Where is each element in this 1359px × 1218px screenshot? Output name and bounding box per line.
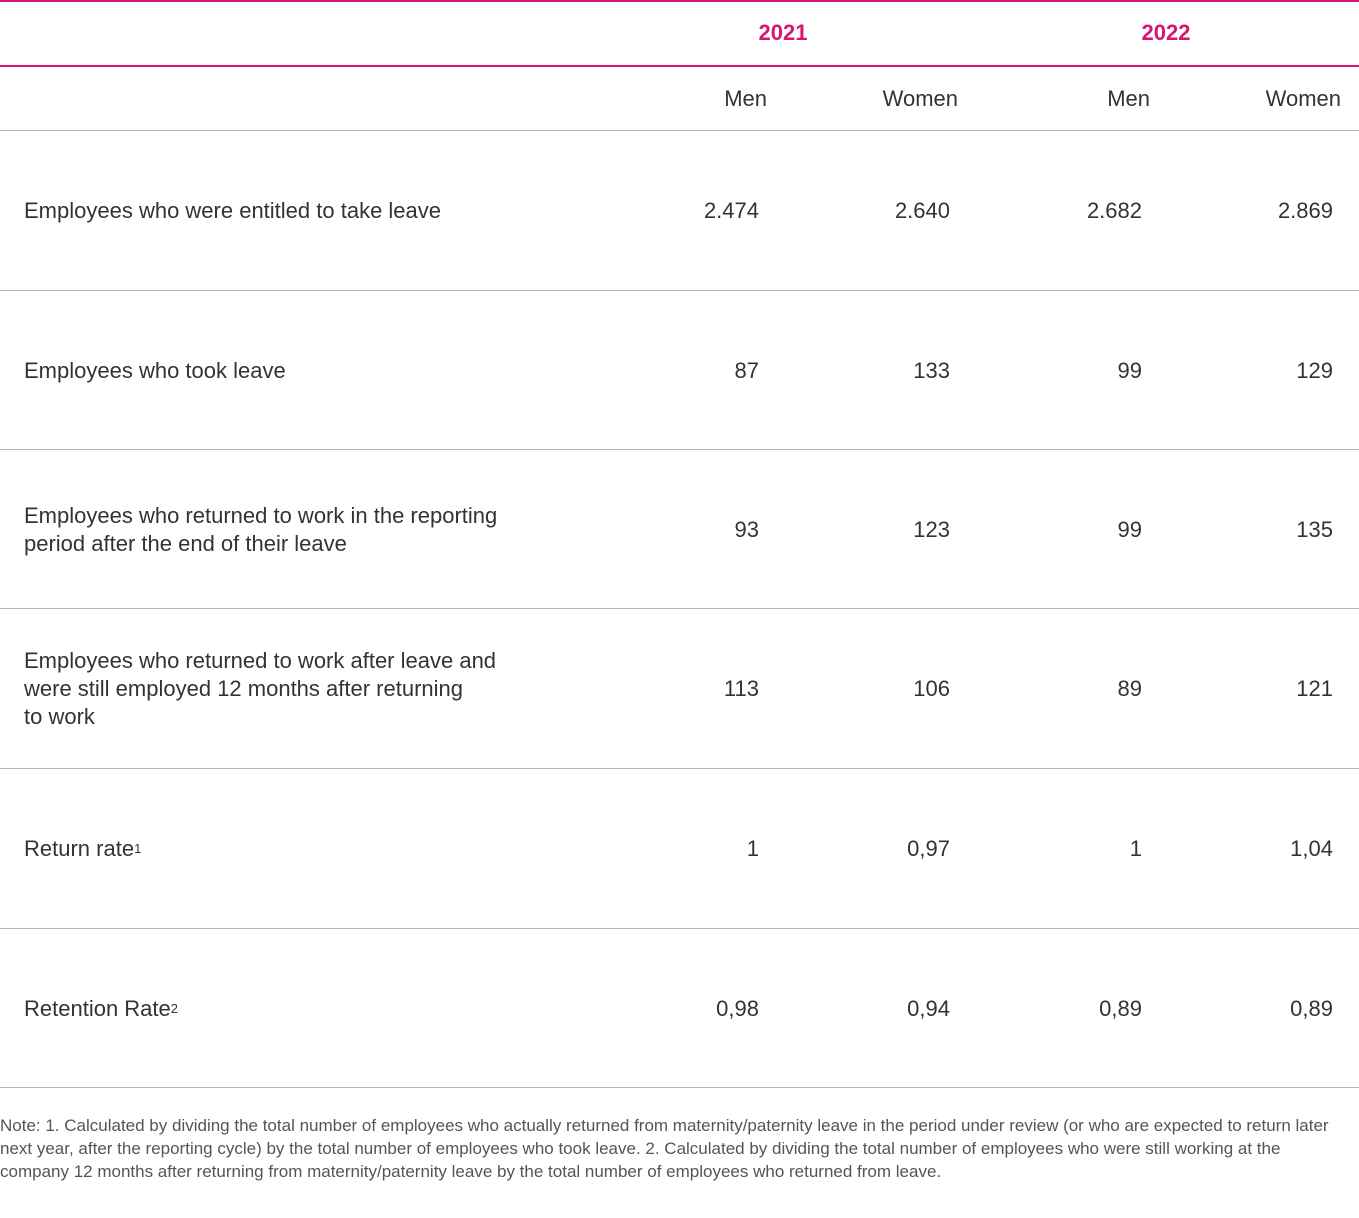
cell-2021-women: 123 <box>913 516 950 542</box>
cell-2022-women: 1,04 <box>1290 835 1333 861</box>
row-label: Retention Rate 2 <box>24 995 178 1021</box>
year-accent-rule <box>0 65 1359 67</box>
cell-2022-women: 129 <box>1296 357 1333 383</box>
top-accent-rule <box>0 0 1359 2</box>
cell-2021-women: 106 <box>913 675 950 701</box>
year-header-2022: 2022 <box>1141 20 1191 45</box>
cell-2021-men: 0,98 <box>716 995 759 1021</box>
bottom-rule <box>0 1087 1359 1088</box>
table-row <box>0 291 1359 450</box>
cell-2022-women: 135 <box>1296 516 1333 542</box>
cell-2021-women: 2.640 <box>894 197 950 223</box>
cell-2022-women: 121 <box>1296 675 1333 701</box>
table-row <box>0 450 1359 609</box>
table-row <box>0 131 1359 290</box>
cell-2022-men: 99 <box>1117 516 1142 542</box>
cell-2021-women: 133 <box>913 357 950 383</box>
cell-2022-men: 1 <box>1129 835 1142 861</box>
row-label: Employees who were entitled to take leave <box>24 197 442 223</box>
cell-2021-men: 93 <box>734 516 759 542</box>
row-label: Return rate 1 <box>24 835 142 861</box>
cell-2021-women: 0,94 <box>907 995 950 1021</box>
cell-2022-men: 2.682 <box>1086 197 1142 223</box>
cell-2021-men: 113 <box>723 675 759 701</box>
cell-2022-men: 0,89 <box>1099 995 1142 1021</box>
table-footnote: Note: 1. Calculated by dividing the total number of employees who actually returned from maternity/paternity leave in the period under review (or who are expected to return later next year, after the reporting cycle) by the total number of employees who took leave. 2. Calculated by dividing the total number of employees who were still working at the company 12 months after returning from maternity/paternity leave by the total number of employees who returned from leave. <box>0 1116 1329 1181</box>
row-label: Employees who took leave <box>24 357 286 383</box>
row-label: Employees who returned to work after leave and were still employed 12 months after returning to work <box>24 647 497 729</box>
year-header-2021: 2021 <box>758 20 808 45</box>
table-row <box>0 929 1359 1088</box>
cell-2021-men: 87 <box>734 357 759 383</box>
subheader-2021-women: Women <box>882 86 958 111</box>
cell-2021-men: 2.474 <box>703 197 759 223</box>
row-label: Employees who returned to work in the reporting period after the end of their leave <box>24 502 498 556</box>
subheader-2022-men: Men <box>1107 86 1150 111</box>
cell-2022-women: 0,89 <box>1290 995 1333 1021</box>
cell-2022-men: 89 <box>1117 675 1142 701</box>
cell-2022-men: 99 <box>1117 357 1142 383</box>
subheader-2022-women: Women <box>1265 86 1341 111</box>
cell-2022-women: 2.869 <box>1277 197 1333 223</box>
subheader-2021-men: Men <box>724 86 767 111</box>
table-row <box>0 609 1359 768</box>
cell-2021-men: 1 <box>746 835 759 861</box>
table-row <box>0 769 1359 928</box>
cell-2021-women: 0,97 <box>907 835 950 861</box>
